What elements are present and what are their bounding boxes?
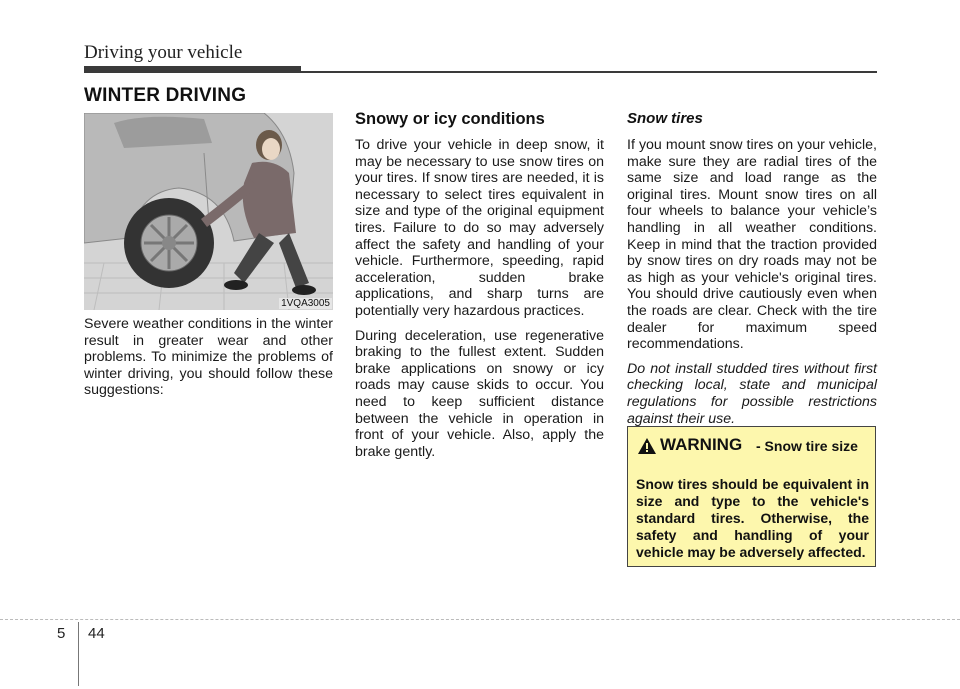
snowy-paragraph-1: To drive your vehicle in deep snow, it may be necessary to use snow tires on your tires. If snow tires are needed, it is necessary to select tires equivalent in size and type of the original equipment tires. Failure to do so may adversely affect the safety and handling of your vehicle. Furthermore, speeding, rapid acceleration, sudden brake applications, and sharp turns are potentially very hazardous practices. (355, 137, 604, 319)
chapter-number: 5 (57, 625, 66, 642)
tire-check-illustration (84, 113, 333, 310)
snowy-paragraph-2: During deceleration, use regenerative braking to the fullest extent. Sudden brake applications on snowy or icy roads may cause skids to occur. You need to keep sufficient distance between the vehicle in operation in front of your vehicle. Also, apply the brake gently. (355, 327, 604, 460)
figure-code: 1VQA3005 (281, 298, 330, 309)
warning-box (627, 426, 876, 567)
page-number-divider (78, 622, 79, 686)
snowy-icy-column (355, 137, 604, 468)
warning-body: Snow tires should be equivalent in size and type to the vehicle's standard tires. Otherwise, the safety and handling of your vehicle may be adversely affected. (636, 476, 869, 560)
intro-paragraph: Severe weather conditions in the winter result in greater wear and other problems. To minimize the problems of winter driving, you should follow these suggestions: (84, 316, 333, 399)
header-bar (84, 66, 301, 73)
snow-tires-heading: Snow tires (627, 110, 703, 127)
header-rule (301, 71, 877, 73)
figure-illustration (84, 113, 333, 310)
warning-triangle-icon (638, 438, 656, 454)
snow-tires-paragraph: If you mount snow tires on your vehicle, make sure they are radial tires of the same size and load range as the original tires. Mount snow tires on all four wheels to balance your vehicle’s handling in all weather conditions. Keep in mind that the traction provided by snow tires on dry roads may not be as high as your vehicle's original tires. You should drive cautiously even when the roads are clear. Check with the tire dealer for maximum speed recommendations. (627, 137, 877, 353)
snow-tires-column (627, 137, 877, 435)
footer-rule (0, 619, 960, 621)
studded-tires-note: Do not install studded tires without first checking local, state and municipal regulations for possible restrictions against their use. (627, 360, 877, 427)
warning-subtitle: - Snow tire size (756, 438, 858, 454)
snowy-icy-heading: Snowy or icy conditions (355, 110, 545, 128)
header-title: Driving your vehicle (84, 42, 243, 63)
page-number: 44 (88, 625, 105, 642)
section-title: WINTER DRIVING (84, 85, 247, 106)
warning-word: WARNING (660, 435, 743, 454)
intro-column (84, 316, 333, 407)
